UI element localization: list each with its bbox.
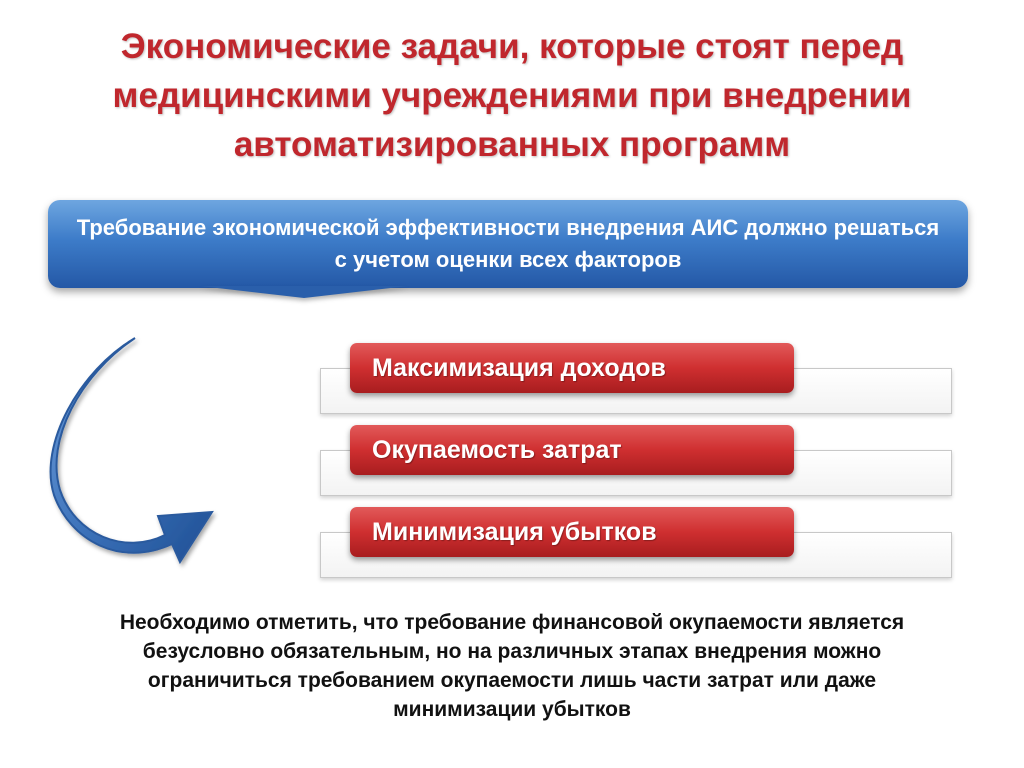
banner-notch	[200, 286, 408, 298]
requirement-banner	[48, 200, 968, 288]
item-label: Максимизация доходов	[372, 354, 666, 382]
slide-title: Экономические задачи, которые стоят перед медицинскими учреждениями при внедрении автоматизированных программ	[112, 27, 912, 164]
item-minimize-losses	[350, 507, 794, 557]
item-label: Минимизация убытков	[372, 518, 657, 546]
curved-arrow-icon	[40, 330, 230, 580]
note-text: Необходимо отметить, что требование финансовой окупаемости является безусловно обязательным, но на различных этапах внедрения можно ограничиться требованием окупаемости лишь части затрат или даже минимизации убытков	[119, 611, 905, 721]
item-label: Окупаемость затрат	[372, 436, 622, 464]
item-maximize-income	[350, 343, 794, 393]
requirement-banner-text: Требование экономической эффективности внедрения АИС должно решаться с учетом оценки всех факторов	[76, 215, 940, 272]
item-cost-recovery	[350, 425, 794, 475]
